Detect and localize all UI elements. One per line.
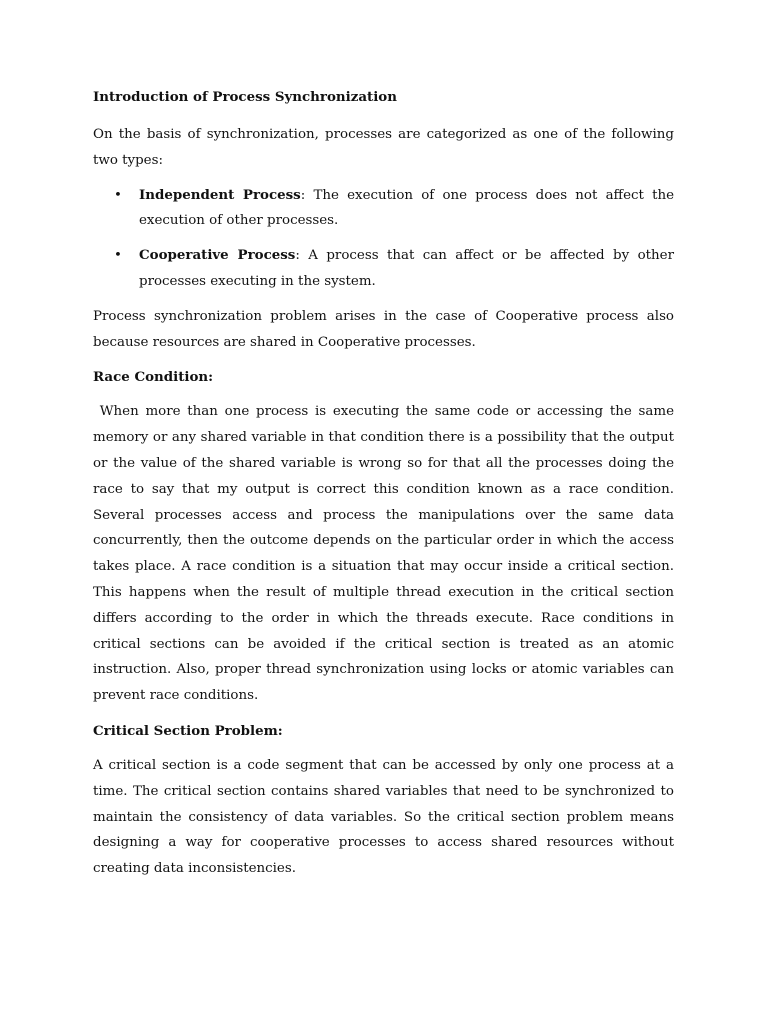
- list-item-term: Cooperative Process: [139, 247, 296, 264]
- race-condition-heading: Race Condition:: [93, 369, 214, 386]
- bullet-icon: •: [114, 187, 122, 203]
- critical-section-paragraph: A critical section is a code segment that can be accessed by only one process at a time. The critical section contains shared variables that need to be synchronized to maintain the consistency of data variables. So the critical section problem means designing a way for cooperative processes to access shared resources without creating data inconsistencies.: [93, 757, 674, 877]
- document-page: [93, 84, 674, 882]
- race-condition-paragraph: When more than one process is executing the same code or accessing the same memory or any shared variable in that condition there is a possibility that the output or the value of the shared variable is wrong so for that all the processes doing the race to say that my output is correct this condition known as a race condition. Several processes access and process the manipulations over the same data concurrently, then the outcome depends on the particular order in which the access takes place. A race condition is a situation that may occur inside a critical section. This happens when the result of multiple thread execution in the critical section differs according to the order in which the threads execute. Race conditions in critical sections can be avoided if the critical section is treated as an atomic instruction. Also, proper thread synchronization using locks or atomic variables can prevent race conditions.: [93, 404, 674, 704]
- process-type-list: [93, 183, 674, 295]
- list-item: [93, 183, 674, 235]
- list-item-text: : The execution of one process does not affect the execution of other processes.: [139, 187, 675, 229]
- bullet-icon: •: [114, 248, 122, 264]
- list-item-term: Independent Process: [139, 186, 301, 203]
- intro-heading: Introduction of Process Synchronization: [93, 89, 397, 105]
- list-item: [93, 243, 674, 295]
- intro-paragraph: On the basis of synchronization, processes are categorized as one of the following two types:: [93, 127, 674, 168]
- intro-closing-paragraph: Process synchronization problem arises in the case of Cooperative process also because resources are shared in Cooperative processes.: [93, 308, 674, 350]
- list-item-text: : A process that can affect or be affected by other processes executing in the system.: [139, 248, 674, 289]
- critical-section-heading: Critical Section Problem:: [93, 722, 283, 739]
